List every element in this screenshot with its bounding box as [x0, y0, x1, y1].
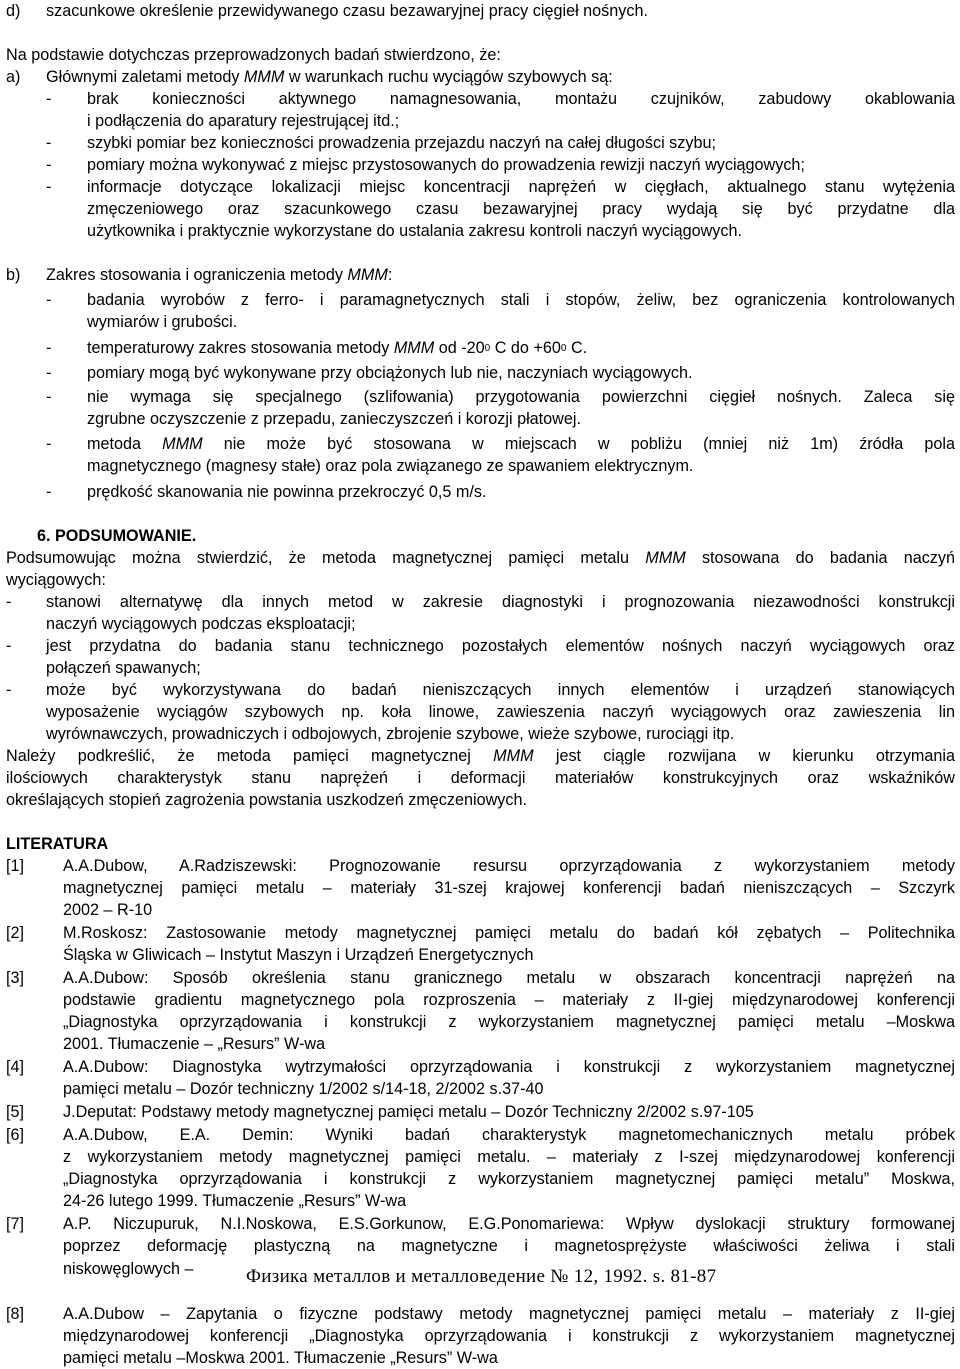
- bullet-dash: -: [46, 435, 52, 453]
- ref-number: [7]: [6, 1215, 24, 1233]
- list-item: brak konieczności aktywnego namagnesowania, montażu czujników, zabudowy okablowania: [87, 90, 955, 108]
- mmm-term: MMM: [493, 747, 534, 765]
- list-item: szybki pomiar bez konieczności prowadzenia przejazdu naczyń na całej długości szybu;: [87, 134, 716, 152]
- summary-paragraph-cont: ilościowych charakterystyk stanu naprężeń i deformacji materiałów konstrukcyjnych oraz wskaźników: [6, 769, 955, 787]
- bullet-dash: -: [46, 134, 52, 152]
- item-text: metoda: [87, 435, 141, 453]
- para-text: Podsumowując można stwierdzić, że metoda magnetycznej pamięci metalu: [6, 549, 629, 567]
- ref-text: międzynarodowej konferencji „Diagnostyka oprzyrządowania i konstrukcji z wykorzystaniem magnetycznej: [63, 1327, 955, 1345]
- ref-text: z wykorzystaniem metody magnetycznej pamięci metalu. – materiały z I-szej międzynarodowej konferencji: [63, 1148, 955, 1166]
- ref-number: [4]: [6, 1058, 24, 1076]
- summary-paragraph-cont: określających stopień zagrożenia powstania uszkodzeń zmęczeniowych.: [6, 791, 527, 809]
- list-item-cont: zmęczeniowego oraz szacunkowego czasu bezawaryjnej pracy wydają się być przydatne dla: [87, 200, 955, 218]
- bullet-dash: -: [6, 593, 12, 611]
- ref-text: „Diagnostyka oprzyrządowania i konstrukcji z wykorzystaniem magnetycznej pamięci metalu” Moskwa,: [63, 1170, 955, 1188]
- summary-paragraph-cont: wyciągowych:: [6, 571, 106, 589]
- ref-text: Śląska w Gliwicach – Instytut Maszyn i Urządzeń Energetycznych: [63, 946, 534, 964]
- item-text: temperaturowy zakres stosowania metody: [87, 339, 390, 357]
- list-item-cont: użytkownika i praktycznie wykorzystane do ustalania zakresu kontroli naczyń wyciągowych.: [87, 222, 742, 240]
- list-item-cont: naczyń wyciągowych podczas eksploatacji;: [46, 615, 356, 633]
- ref-text: A.A.Dubow, A.Radziszewski: Prognozowanie resursu oprzyrządowania z wykorzystaniem metody: [63, 857, 955, 875]
- item-text: nie może być stosowana w miejscach w pobliżu (mniej niż 1m) źródła pola: [223, 435, 956, 453]
- mmm-term: MMM: [393, 339, 435, 357]
- ref-text: A.A.Dubow: Sposób określenia stanu granicznego metalu w obszarach koncentracji naprężeń na: [63, 969, 955, 987]
- list-item: stanowi alternatywę dla innych metod w zakresie diagnostyki i prognozowania niezawodności konstrukcji: [46, 593, 955, 611]
- ref-number: [1]: [6, 857, 24, 875]
- ref-text: „Diagnostyka oprzyrządowania i konstrukcji z wykorzystaniem magnetycznej pamięci metalu –Moskwa: [63, 1013, 955, 1031]
- ref-number: [3]: [6, 969, 24, 987]
- heading-text: Zakres stosowania i ograniczenia metody: [46, 266, 343, 284]
- bullet-dash: -: [46, 364, 52, 382]
- list-item-cont: magnetycznego (magnesy stałe) oraz pola związanego ze spawaniem elektrycznym.: [87, 457, 694, 475]
- ref-number: [2]: [6, 924, 24, 942]
- list-item-cont: i podłączenia do aparatury rejestrującej itd.;: [87, 112, 400, 130]
- summary-paragraph: [6, 745, 955, 767]
- bullet-dash: -: [46, 178, 52, 196]
- para-text: jest ciągle rozwijana w kierunku otrzymania: [555, 747, 956, 765]
- list-item: pomiary mogą być wykonywane przy obciążonych lub nie, naczyniach wyciągowych.: [87, 364, 693, 382]
- bullet-dash: -: [46, 90, 52, 108]
- mmm-term: MMM: [347, 266, 388, 284]
- ref-text: poprzez deformację plastyczną na magnetyczne i magnetosprężyste właściwości żeliwa i stali: [63, 1237, 955, 1255]
- ref-text: J.Deputat: Podstawy metody magnetycznej pamięci metalu – Dozór Techniczny 2/2002 s.97-105: [63, 1103, 754, 1121]
- para-text: stosowana do badania naczyń: [701, 549, 955, 567]
- list-marker-b: b): [6, 266, 21, 284]
- mmm-term: MMM: [162, 435, 203, 453]
- ref-text: 2002 – R-10: [63, 901, 153, 919]
- bullet-dash: -: [6, 637, 12, 655]
- list-item: badania wyrobów z ferro- i paramagnetycznych stali i stopów, żeliw, bez ograniczenia kontrolowanych: [87, 291, 955, 309]
- summary-paragraph: [6, 547, 955, 569]
- list-item: prędkość skanowania nie powinna przekroczyć 0,5 m/s.: [87, 483, 487, 501]
- section-d-text: szacunkowe określenie przewidywanego czasu bezawaryjnej pracy cięgieł nośnych.: [46, 2, 648, 20]
- section-a-heading: [46, 66, 613, 88]
- list-item: pomiary można wykonywać z miejsc przystosowanych do prowadzenia rewizji naczyń wyciągowych;: [87, 156, 805, 174]
- superscript: 0: [560, 343, 567, 354]
- list-item-cont: wymiarów i grubości.: [87, 313, 238, 331]
- list-item-cont: połączeń spawanych;: [46, 659, 201, 677]
- ref-text: A.A.Dubow: Diagnostyka wytrzymałości oprzyrządowania i konstrukcji z wykorzystaniem magnetycznej: [63, 1058, 955, 1076]
- ref-text: M.Roskosz: Zastosowanie metody magnetycznej pamięci metalu do badań kół zębatych – Politechnika: [63, 924, 955, 942]
- ref-number: [8]: [6, 1305, 24, 1323]
- ref-text: podstawie gradientu magnetycznego pola rozproszenia – materiały z II-giej międzynarodowej konferencji: [63, 991, 955, 1009]
- ref-text: 24-26 lutego 1999. Tłumaczenie „Resurs” W-wa: [63, 1192, 407, 1210]
- list-item: informacje dotyczące lokalizacji miejsc koncentracji naprężeń w cięgłach, aktualnego stanu wytężenia: [87, 178, 955, 196]
- mmm-term: MMM: [243, 68, 285, 86]
- item-text: od -20: [438, 339, 485, 357]
- item-text: C.: [570, 339, 588, 357]
- bullet-dash: -: [46, 483, 52, 501]
- intro-text: Na podstawie dotychczas przeprowadzonych badań stwierdzono, że:: [6, 46, 501, 64]
- superscript: 0: [484, 343, 491, 354]
- list-marker-d: d): [6, 2, 21, 20]
- heading-text: Głównymi zaletami metody: [46, 68, 240, 86]
- list-item: [87, 433, 955, 455]
- bullet-dash: -: [46, 339, 52, 357]
- item-text: C do +60: [494, 339, 561, 357]
- bullet-dash: -: [46, 156, 52, 174]
- bullet-dash: -: [6, 681, 12, 699]
- heading-text: w warunkach ruchu wyciągów szybowych są:: [288, 68, 613, 86]
- list-marker-a: a): [6, 68, 21, 86]
- para-text: Należy podkreślić, że metoda pamięci magnetycznej: [6, 747, 471, 765]
- list-item-cont: wyrównawczych, prowadniczych i odbojowych, zbrojenie szybowe, wieże szybowe, rurociągi itp.: [46, 725, 735, 743]
- heading-text: :: [387, 266, 393, 284]
- ref-text: niskowęglowych –: [63, 1260, 194, 1278]
- mmm-term: MMM: [645, 549, 686, 567]
- list-item: może być wykorzystywana do badań nieniszczących innych elementów i urządzeń stanowiących: [46, 681, 955, 699]
- bullet-dash: -: [46, 388, 52, 406]
- ref-text: magnetycznej pamięci metalu – materiały 31-szej krajowej konferencji badań nieniszczących – Szczyrk: [63, 879, 955, 897]
- list-item: jest przydatna do badania stanu technicznego pozostałych elementów nośnych naczyń wyciągowych oraz: [46, 637, 955, 655]
- section-heading: 6. PODSUMOWANIE.: [37, 527, 197, 545]
- ref-text: 2001. Tłumaczenie – „Resurs” W-wa: [63, 1035, 326, 1053]
- literature-heading: LITERATURA: [6, 835, 109, 853]
- ref-text: A.A.Dubow, E.A. Demin: Wyniki badań charakterystyk magnetomechanicznych metalu próbek: [63, 1126, 955, 1144]
- list-item: nie wymaga się specjalnego (szlifowania) przygotowania powierzchni cięgieł nośnych. Zaleca się: [87, 388, 955, 406]
- ref-text: pamięci metalu – Dozór techniczny 1/2002 s/14-18, 2/2002 s.37-40: [63, 1080, 544, 1098]
- ref-number: [5]: [6, 1103, 24, 1121]
- list-item: [87, 337, 587, 359]
- ref-number: [6]: [6, 1126, 24, 1144]
- ref-russian-citation: Физика металлов и металловедение № 12, 1992. s. 81-87: [246, 1266, 717, 1287]
- ref-text: A.A.Dubow – Zapytania o fizyczne podstawy metody magnetycznej pamięci metalu – materiały z II-giej: [63, 1305, 955, 1323]
- list-item-cont: zgrubne oczyszczenie z przepadu, zanieczyszczeń i korozji płatowej.: [87, 410, 581, 428]
- list-item-cont: wyposażenie wyciągów szybowych np. koła linowe, zawieszenia naczyń wyciągowych oraz zawieszenia lin: [46, 703, 955, 721]
- ref-text: pamięci metalu –Moskwa 2001. Tłumaczenie „Resurs” W-wa: [63, 1349, 498, 1367]
- bullet-dash: -: [46, 291, 52, 309]
- ref-text: A.P. Niczupuruk, N.I.Noskowa, E.S.Gorkunow, E.G.Ponomariewa: Wpływ dyslokacji struktury formowanej: [63, 1215, 955, 1233]
- section-b-heading: [46, 264, 392, 286]
